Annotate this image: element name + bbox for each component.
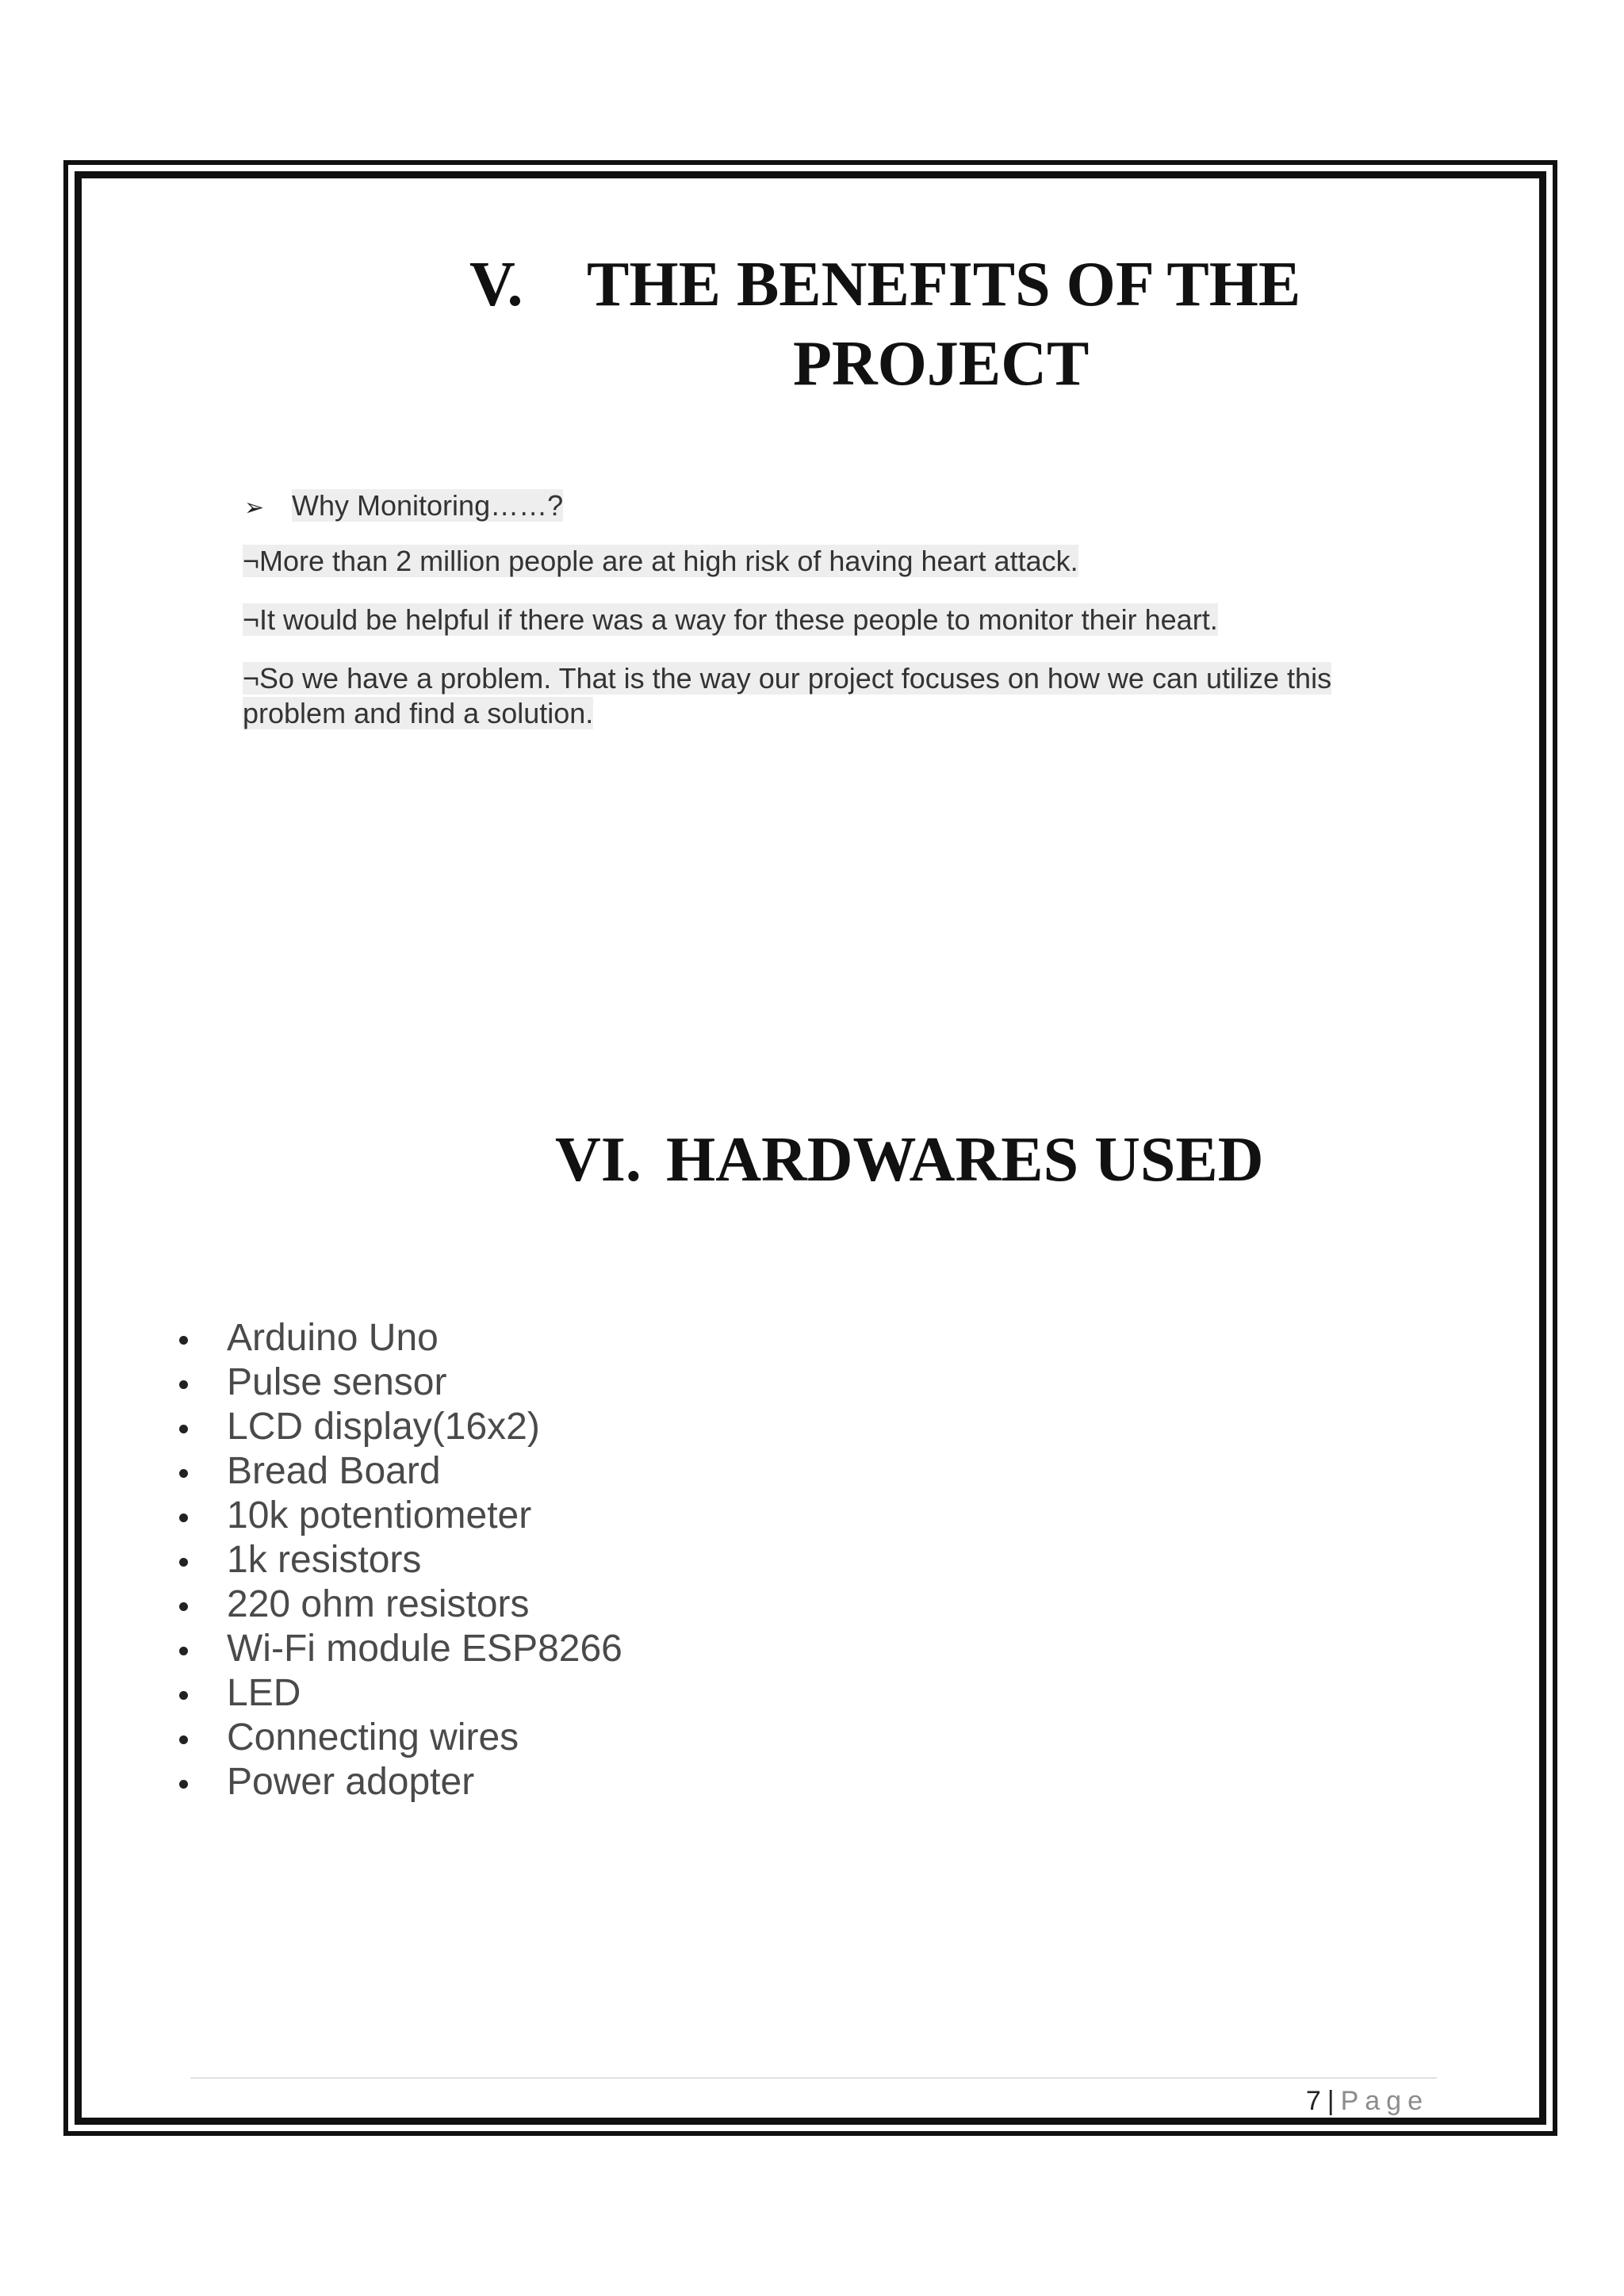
list-item: 220 ohm resistors [0,1582,622,1627]
bullet-icon [179,1425,188,1433]
list-item: 1k resistors [0,1538,622,1582]
list-item: Power adopter [0,1760,622,1804]
bullet-icon [179,1735,188,1744]
list-item: LED [0,1671,622,1716]
bullet-icon [179,1380,188,1389]
list-item: Arduino Uno [0,1316,622,1360]
why-monitoring-text: Why Monitoring……? [292,489,564,522]
list-item: LCD display(16x2) [0,1405,622,1449]
section-5-title-line1: THE BENEFITS OF THE [587,250,1301,320]
list-item: Bread Board [0,1449,622,1494]
footer-separator: | [1327,2086,1335,2116]
bullet-icon [179,1513,188,1522]
bullet-icon [179,1558,188,1567]
footer-divider [190,2077,1437,2079]
arrow-bullet-icon: ➢ [244,494,265,522]
bullet-icon [179,1780,188,1789]
bullet-icon [179,1602,188,1611]
why-monitoring-item [244,487,563,527]
benefit-paragraph-3: ¬So we have a problem. That is the way our project focuses on how we can utilize this problem and find a solution. [243,662,1332,729]
hardware-list [0,1316,622,1804]
section-6-number: VI. [555,1125,642,1195]
bullet-icon [179,1336,188,1345]
list-item: Connecting wires [0,1716,622,1760]
bullet-icon [179,1691,188,1700]
benefit-paragraph-1: ¬More than 2 million people are at high risk of having heart attack. [243,545,1078,577]
section-5-title-line2: PROJECT [793,329,1090,399]
list-item: 10k potentiometer [0,1494,622,1538]
list-item: Wi-Fi module ESP8266 [0,1627,622,1671]
section-6-title: HARDWARES USED [666,1125,1264,1195]
page-footer [1306,2084,1429,2118]
list-item: Pulse sensor [0,1360,622,1405]
page-number: 7 [1305,2086,1321,2116]
page-label: Page [1340,2086,1429,2116]
section-5-number: V. [469,250,523,320]
benefit-paragraph-2: ¬It would be helpful if there was a way for these people to monitor their heart. [243,603,1218,636]
bullet-icon [179,1647,188,1655]
bullet-icon [179,1469,188,1478]
